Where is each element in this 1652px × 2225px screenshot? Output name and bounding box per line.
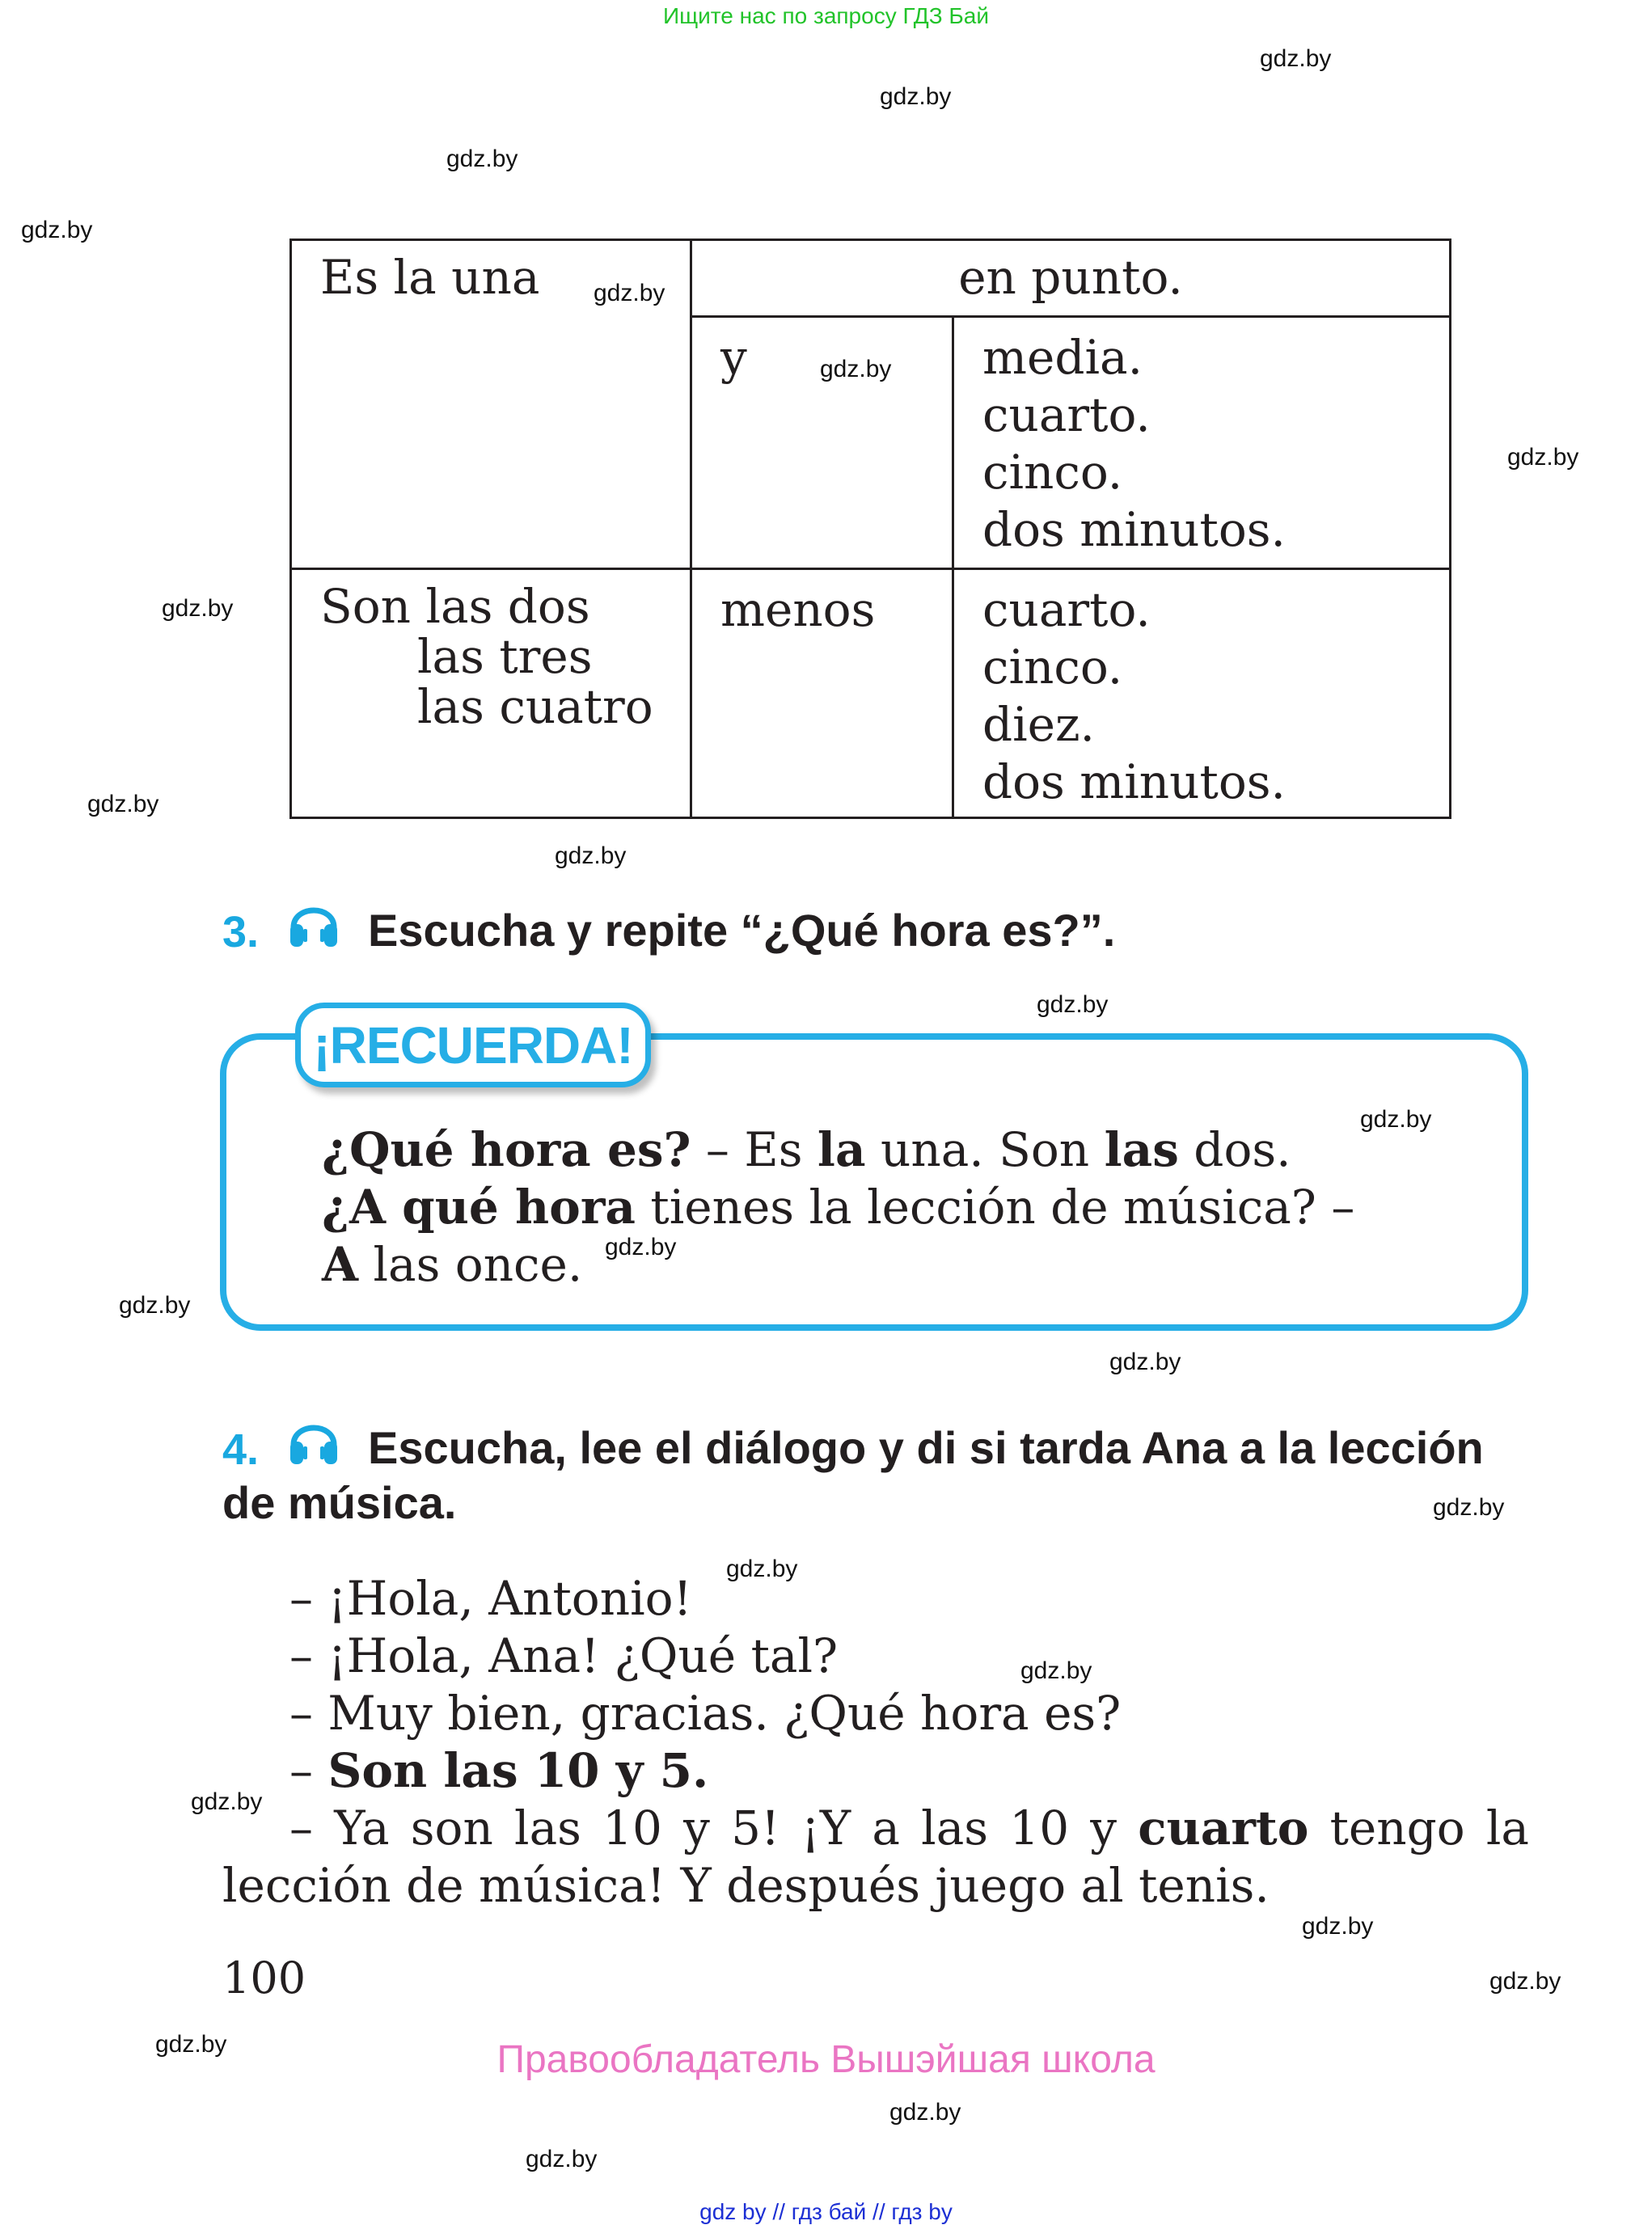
watermark: gdz.by: [21, 217, 93, 243]
watermark: gdz.by: [726, 1556, 798, 1582]
dialogue-line: – ¡Hola, Antonio!: [289, 1571, 692, 1626]
list-item: dos minutos.: [982, 754, 1286, 809]
dialogue-line: – Son las 10 y 5.: [289, 1743, 709, 1798]
watermark: gdz.by: [119, 1292, 191, 1319]
headphones-icon: [287, 1411, 340, 1466]
watermark: gdz.by: [889, 2099, 961, 2126]
watermark: gdz.by: [446, 146, 518, 172]
watermark: gdz.by: [555, 842, 627, 869]
list-item: media.: [982, 330, 1143, 385]
table-cell-after-list: [953, 317, 1451, 569]
watermark: gdz.by: [191, 1788, 263, 1815]
watermark: gdz.by: [162, 595, 234, 622]
recuerda-line-2: ¿A qué hora tienes la lección de música? –: [322, 1180, 1355, 1235]
y-text: y: [720, 330, 747, 385]
exercise-4-title-line-2: de música.: [222, 1477, 457, 1528]
table-cell-es-la-una: [291, 240, 691, 569]
watermark: gdz.by: [594, 280, 665, 306]
las-cuatro-text: las cuatro: [417, 679, 653, 734]
page-number: 100: [222, 1953, 306, 2003]
watermark: gdz.by: [880, 83, 952, 110]
exercise-3-title: Escucha y repite “¿Qué hora es?”.: [368, 905, 1116, 956]
recuerda-label-tag: [295, 1003, 651, 1087]
watermark: gdz.by: [1433, 1494, 1505, 1521]
dialogue-line: lección de música! Y después juego al tenis.: [222, 1858, 1270, 1913]
es-la-una-text: Es la una: [320, 250, 540, 305]
watermark: gdz.by: [1037, 991, 1109, 1018]
table-cell-before-list: [953, 569, 1451, 818]
son-las-dos-text: Son las dos: [320, 579, 590, 634]
top-note: Ищите нас по запросу ГДЗ Бай: [662, 3, 990, 28]
list-item: cuarto.: [982, 387, 1151, 442]
list-item: cuarto.: [982, 582, 1151, 637]
watermark: gdz.by: [87, 791, 159, 817]
exercise-4-title-line-1: Escucha, lee el diálogo y di si tarda Ana a la lección: [368, 1422, 1484, 1473]
watermark: gdz.by: [1507, 444, 1579, 471]
copyright-notice: Правообладатель Вышэйшая школа: [496, 2038, 1156, 2081]
list-item: cinco.: [982, 445, 1123, 500]
table-cell-son-las: [291, 569, 691, 818]
footer-links: gdz by // гдз бай // гдз by: [699, 2199, 953, 2224]
list-item: dos minutos.: [982, 502, 1286, 557]
table-cell-y: [691, 317, 953, 569]
list-item: cinco.: [982, 640, 1123, 695]
dialogue-line: – Muy bien, gracias. ¿Qué hora es?: [289, 1686, 1122, 1741]
en-punto-text: en punto.: [958, 250, 1183, 305]
recuerda-line-1: ¿Qué hora es? – Es la una. Son las dos.: [322, 1122, 1291, 1177]
table-cell-en-punto: [691, 240, 1451, 317]
menos-text: menos: [720, 582, 876, 637]
recuerda-line-3: A las once.: [322, 1237, 583, 1292]
exercise-4-number: 4.: [222, 1425, 260, 1474]
watermark: gdz.by: [526, 2146, 598, 2172]
dialogue-line: – Ya son las 10 y 5! ¡Y a las 10 y cuarto tengo la: [289, 1801, 1529, 1856]
watermark: gdz.by: [1360, 1106, 1432, 1133]
watermark: gdz.by: [1109, 1349, 1181, 1375]
watermark: gdz.by: [1302, 1913, 1374, 1940]
dialogue-line: – ¡Hola, Ana! ¿Qué tal?: [289, 1628, 839, 1683]
table-cell-menos: [691, 569, 953, 818]
watermark: gdz.by: [820, 356, 892, 382]
watermark: gdz.by: [1489, 1968, 1561, 1995]
headphones-icon: [287, 893, 340, 948]
watermark: gdz.by: [605, 1234, 677, 1260]
recuerda-label: ¡RECUERDA!: [313, 1015, 633, 1075]
las-tres-text: las tres: [417, 629, 593, 684]
list-item: diez.: [982, 697, 1095, 752]
time-table: [289, 239, 1451, 819]
watermark: gdz.by: [1020, 1657, 1092, 1684]
exercise-3-number: 3.: [222, 908, 260, 956]
watermark: gdz.by: [155, 2031, 227, 2058]
watermark: gdz.by: [1260, 45, 1332, 72]
